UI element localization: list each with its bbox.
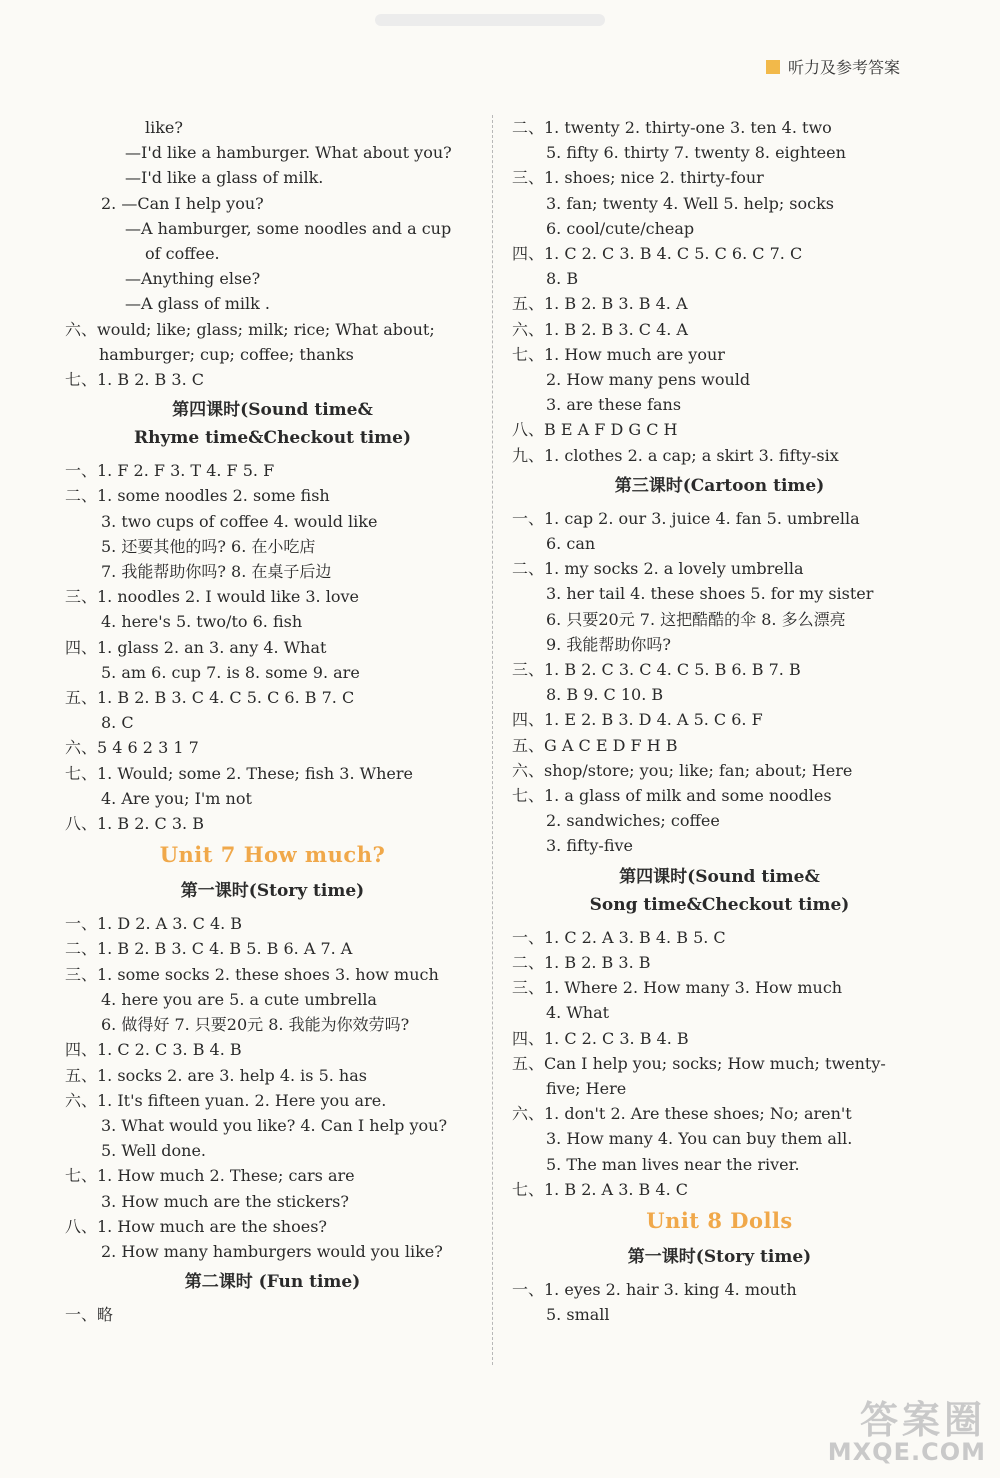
answer-line: 6. 做得好 7. 只要20元 8. 我能为你效劳吗? <box>101 1015 410 1035</box>
top-blurred-header <box>375 14 605 26</box>
answer-line: 八、B E A F D G C H <box>512 420 678 440</box>
answer-line: 一、1. F 2. F 3. T 4. F 5. F <box>65 461 275 481</box>
answer-line: —I'd like a hamburger. What about you? <box>125 143 452 163</box>
answer-line: 8. C <box>101 713 134 733</box>
answer-line: 3. are these fans <box>546 395 682 415</box>
answer-line: 七、1. Would; some 2. These; fish 3. Where <box>65 763 413 783</box>
answer-line: 2. How many hamburgers would you like? <box>101 1241 443 1261</box>
answer-line: 一、略 <box>65 1305 114 1325</box>
answer-line: 三、1. noodles 2. I would like 3. love <box>65 587 359 607</box>
answer-line: 六、1. B 2. B 3. C 4. A <box>512 319 688 339</box>
answer-line: —Anything else? <box>125 269 261 289</box>
answer-line: 4. here's 5. two/to 6. fish <box>101 612 303 632</box>
answer-line: 八、1. How much are the shoes? <box>65 1216 327 1236</box>
answer-line: 8. B 9. C 10. B <box>546 685 664 705</box>
header-title: 听力及参考答案 <box>787 58 900 77</box>
answer-line: 一、1. cap 2. our 3. juice 4. fan 5. umbrella <box>512 508 860 528</box>
answer-line: 3. fan; twenty 4. Well 5. help; socks <box>546 193 834 213</box>
section-title-line: 第一课时(Story time) <box>180 881 365 902</box>
section-title <box>65 877 480 905</box>
answer-line: 二、1. twenty 2. thirty-one 3. ten 4. two <box>512 118 832 137</box>
answer-line: 二、1. B 2. B 3. B <box>512 952 651 972</box>
left-block-2 <box>65 911 480 1264</box>
answer-line: of coffee. <box>145 244 220 264</box>
answer-line: —A glass of milk . <box>125 294 270 314</box>
answer-line: 三、1. B 2. C 3. C 4. C 5. B 6. B 7. B <box>512 660 801 680</box>
answer-line: 五、1. B 2. B 3. B 4. A <box>512 294 688 314</box>
unit-title: Unit 7 How much? <box>159 842 386 868</box>
answer-line: 2. —Can I help you? <box>101 193 264 213</box>
answer-line: 五、1. socks 2. are 3. help 4. is 5. has <box>65 1065 367 1085</box>
right-column <box>512 115 927 1327</box>
header-square-icon <box>766 60 780 74</box>
answer-line: 6. cool/cute/cheap <box>546 218 695 238</box>
answer-line: 八、1. B 2. C 3. B <box>65 814 204 834</box>
answer-line: 5. 还要其他的吗? 6. 在小吃店 <box>101 536 316 556</box>
answer-line: 2. sandwiches; coffee <box>546 811 720 831</box>
right-block-0 <box>512 115 927 468</box>
answer-line: 3. two cups of coffee 4. would like <box>101 511 378 531</box>
answer-line: 四、1. C 2. C 3. B 4. B <box>512 1028 689 1048</box>
right-block-2 <box>512 925 927 1202</box>
answer-line: 6. can <box>546 534 596 554</box>
answer-line: 一、1. C 2. A 3. B 4. B 5. C <box>512 927 726 947</box>
answer-line: 3. fifty-five <box>546 836 633 856</box>
answer-line: 7. 我能帮助你吗? 8. 在桌子后边 <box>101 562 332 582</box>
section-title-line: 第三课时(Cartoon time) <box>614 475 825 496</box>
answer-line: 二、1. my socks 2. a lovely umbrella <box>512 559 804 579</box>
answer-line: 六、1. It's fifteen yuan. 2. Here you are. <box>65 1090 387 1110</box>
answer-line: 一、1. eyes 2. hair 3. king 4. mouth <box>512 1279 797 1299</box>
right-block-1 <box>512 506 927 859</box>
answer-line: 5. small <box>546 1305 610 1325</box>
answer-line: 5. am 6. cup 7. is 8. some 9. are <box>101 662 360 682</box>
answer-line: 五、1. B 2. B 3. C 4. C 5. C 6. B 7. C <box>65 688 355 708</box>
answer-line: 二、1. B 2. B 3. C 4. B 5. B 6. A 7. A <box>65 939 353 959</box>
right-block-3 <box>512 1277 927 1327</box>
answer-line: 九、1. clothes 2. a cap; a skirt 3. fifty-six <box>512 445 839 465</box>
section-title <box>512 472 927 500</box>
answer-line: 一、1. D 2. A 3. C 4. B <box>65 914 243 934</box>
answer-line: 5. The man lives near the river. <box>546 1154 800 1174</box>
answer-line: 3. How many 4. You can buy them all. <box>546 1129 853 1149</box>
left-block-0 <box>65 115 480 392</box>
section-title-line: 第一课时(Story time) <box>627 1246 812 1267</box>
answer-line: 七、1. B 2. A 3. B 4. C <box>512 1179 688 1199</box>
answer-line: 七、1. B 2. B 3. C <box>65 370 204 390</box>
answer-line: 六、would; like; glass; milk; rice; What about; <box>65 319 435 339</box>
answer-line: 4. here you are 5. a cute umbrella <box>101 989 377 1009</box>
answer-line: 3. her tail 4. these shoes 5. for my sister <box>546 584 874 604</box>
answer-line: 三、1. some socks 2. these shoes 3. how much <box>65 964 439 984</box>
answer-line: 五、Can I help you; socks; How much; twenty- <box>512 1053 886 1073</box>
section-title <box>512 863 927 919</box>
answer-line: 四、1. glass 2. an 3. any 4. What <box>65 637 327 657</box>
section-title-line: Song time&Checkout time) <box>589 894 850 915</box>
answer-line: —I'd like a glass of milk. <box>125 168 324 188</box>
section-title-line: Rhyme time&Checkout time) <box>133 428 411 449</box>
answer-line: 七、1. How much 2. These; cars are <box>65 1166 355 1186</box>
answer-line: 六、5 4 6 2 3 1 7 <box>65 738 199 758</box>
answer-line: 9. 我能帮助你吗? <box>546 634 671 654</box>
watermark-url: MXQE.COM <box>827 1438 986 1466</box>
watermark-logo-text: 答案圈 <box>859 1398 986 1442</box>
answer-line: 六、shop/store; you; like; fan; about; Here <box>512 760 853 780</box>
answer-line: 六、1. don't 2. Are these shoes; No; aren't <box>512 1104 852 1124</box>
answer-line: 五、G A C E D F H B <box>512 735 678 755</box>
answer-line: —A hamburger, some noodles and a cup <box>125 218 452 238</box>
answer-line: 3. How much are the stickers? <box>101 1191 349 1211</box>
answer-line: 三、1. Where 2. How many 3. How much <box>512 978 843 998</box>
answer-line: 8. B <box>546 269 579 289</box>
answer-line: five; Here <box>546 1078 627 1098</box>
answer-line: 四、1. C 2. C 3. B 4. C 5. C 6. C 7. C <box>512 244 803 264</box>
section-title <box>512 1243 927 1271</box>
answer-line: 3. What would you like? 4. Can I help you? <box>101 1115 448 1135</box>
left-block-1 <box>65 458 480 836</box>
answer-line: 5. fifty 6. thirty 7. twenty 8. eighteen <box>546 143 846 163</box>
answer-line: 4. Are you; I'm not <box>101 788 252 808</box>
section-title <box>65 396 480 452</box>
answer-line: 2. How many pens would <box>546 370 751 390</box>
watermark <box>828 1389 986 1466</box>
column-divider <box>492 115 493 1365</box>
answer-line: 三、1. shoes; nice 2. thirty-four <box>512 168 764 188</box>
answer-line: hamburger; cup; coffee; thanks <box>99 344 354 364</box>
unit-title: Unit 8 Dolls <box>646 1207 793 1233</box>
answer-line: 二、1. some noodles 2. some fish <box>65 486 330 506</box>
answer-line: 七、1. a glass of milk and some noodles <box>512 786 832 806</box>
left-column <box>65 115 480 1327</box>
answer-line: 四、1. C 2. C 3. B 4. B <box>65 1040 242 1060</box>
answer-line: 6. 只要20元 7. 这把酷酷的伞 8. 多么漂亮 <box>546 609 846 629</box>
answer-line: like? <box>145 118 183 137</box>
answer-line: 四、1. E 2. B 3. D 4. A 5. C 6. F <box>512 710 763 730</box>
answer-line: 4. What <box>546 1003 610 1023</box>
answer-line: 5. Well done. <box>101 1141 207 1161</box>
answer-line: 七、1. How much are your <box>512 344 725 364</box>
page-header <box>766 55 900 78</box>
section-title-line: 第四课时(Sound time& <box>619 866 820 887</box>
section-title <box>65 1268 480 1296</box>
left-block-3 <box>65 1302 480 1327</box>
section-title-line: 第二课时 (Fun time) <box>184 1272 361 1293</box>
section-title-line: 第四课时(Sound time& <box>172 400 373 421</box>
